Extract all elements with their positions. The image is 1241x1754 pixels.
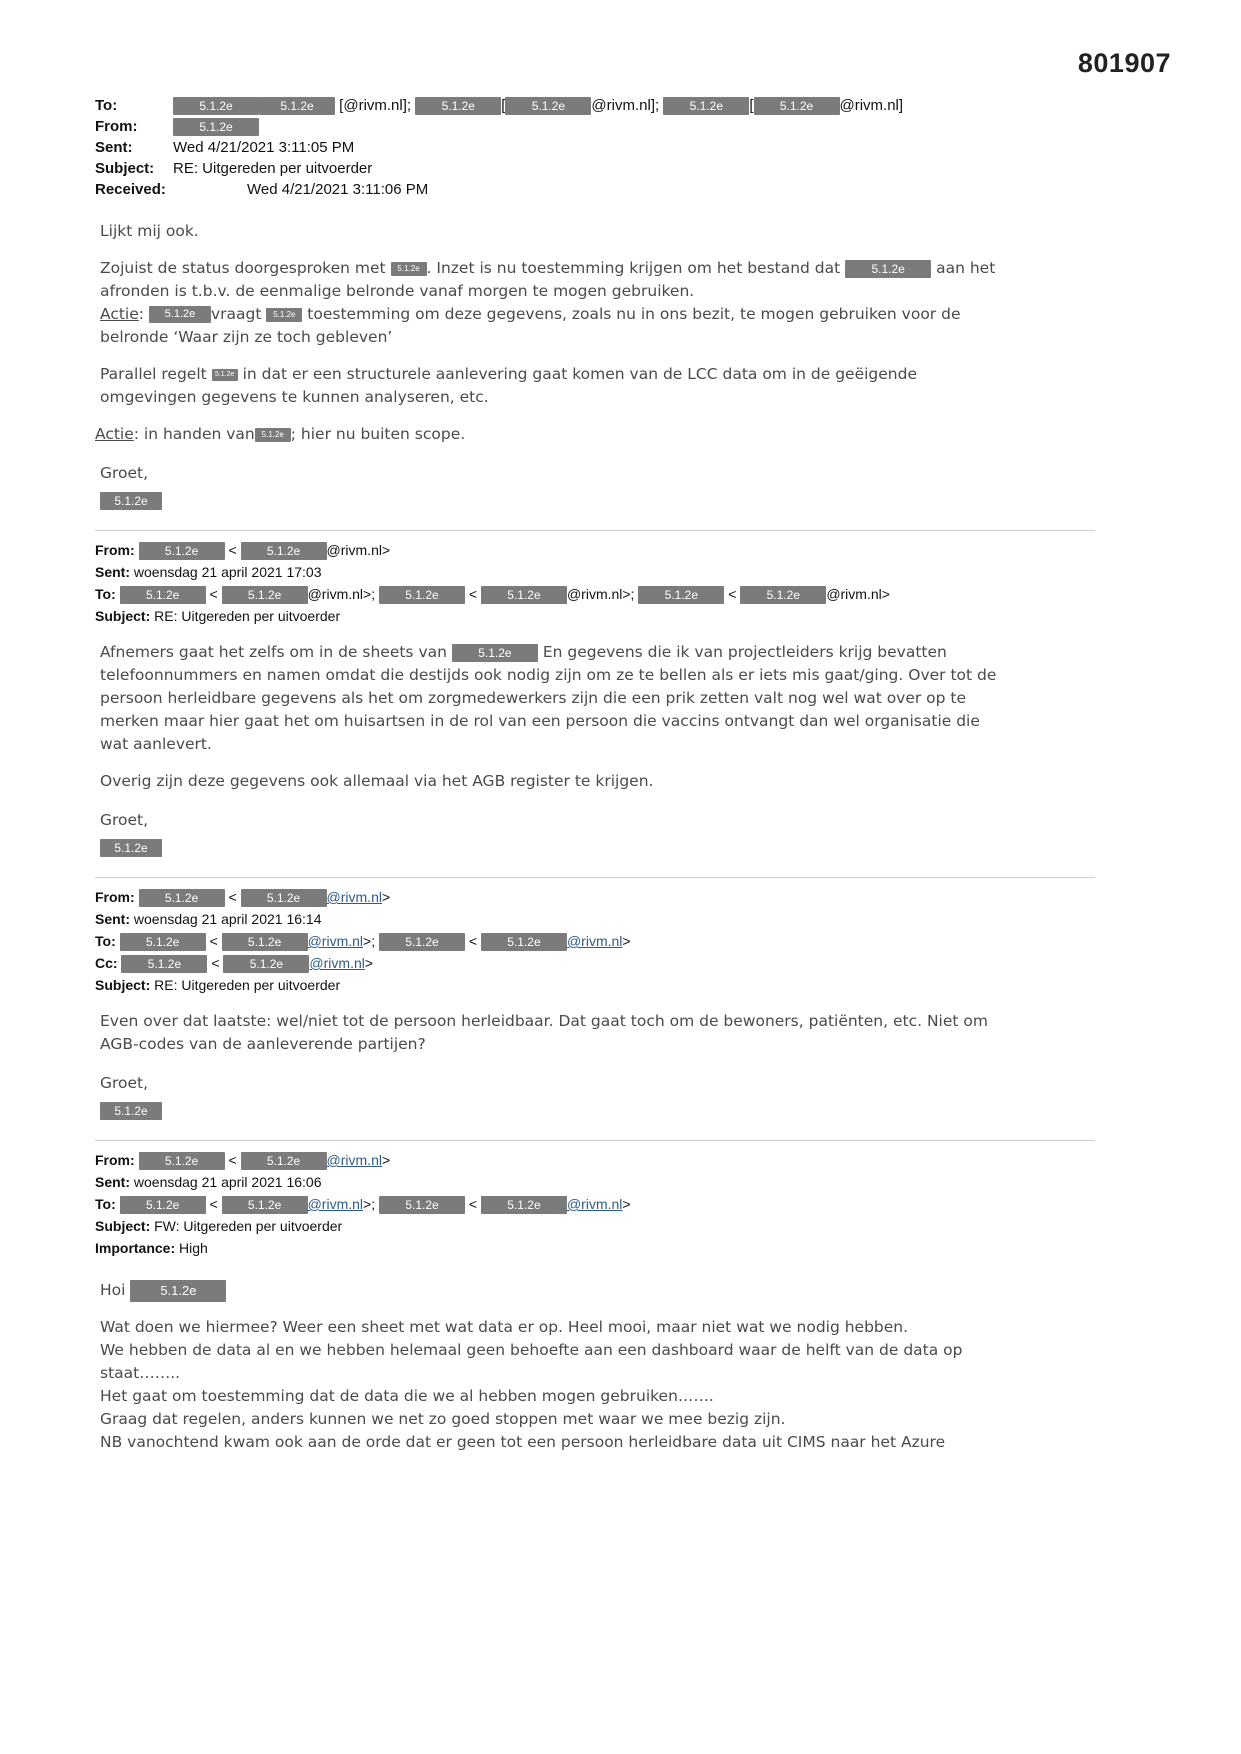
redaction-box: 5.1.2e — [139, 542, 225, 560]
redaction-box: 5.1.2e — [638, 586, 724, 604]
thread-divider — [95, 530, 1095, 531]
email-link[interactable]: @rivm.nl — [566, 933, 623, 949]
bracket-open: [ — [749, 97, 754, 114]
redaction-box: 5.1.2e — [139, 889, 225, 907]
quote-row-subject — [95, 1215, 1095, 1237]
redaction-box: 5.1.2e — [505, 97, 591, 115]
separator: < — [468, 586, 478, 602]
signature-redaction — [100, 1099, 1095, 1122]
email-link[interactable]: @rivm.nl — [566, 1196, 623, 1212]
separator: > — [381, 1152, 391, 1168]
email-link[interactable]: @rivm.nl — [309, 955, 365, 971]
separator: < — [228, 889, 237, 905]
redaction-box: 5.1.2e — [845, 260, 931, 278]
bracket-open: [ — [339, 97, 344, 114]
email-header — [95, 95, 1095, 200]
separator: < — [468, 1196, 478, 1212]
greeting: Groet, — [100, 811, 149, 829]
subject-label: Subject: — [95, 977, 151, 993]
header-row-from — [95, 116, 1095, 137]
text-run: staat…….. — [100, 1364, 181, 1382]
paragraph: Lijkt mij ook. — [100, 222, 199, 240]
separator: > — [364, 955, 374, 971]
quoted-header-2 — [95, 886, 1095, 996]
sent-value: woensdag 21 april 2021 16:06 — [133, 1174, 322, 1190]
redaction-box: 5.1.2e — [255, 428, 291, 442]
text-run: ; hier nu buiten scope. — [290, 425, 466, 443]
quote-row-to — [95, 583, 1095, 605]
page-number: 801907 — [1077, 48, 1171, 78]
thread-divider — [95, 877, 1095, 878]
to-label: To: — [95, 1196, 116, 1212]
text-run: En gegevens die ik van projectleiders krijg bevatten — [542, 643, 947, 661]
received-label: Received: — [95, 181, 166, 198]
paragraph — [95, 641, 1095, 756]
redaction-box: 5.1.2e — [259, 97, 335, 115]
greeting: Groet, — [100, 1074, 149, 1092]
subject-label: Subject: — [95, 1218, 151, 1234]
redaction-box: 5.1.2e — [241, 889, 327, 907]
redaction-box: 5.1.2e — [415, 97, 501, 115]
redaction-box: 5.1.2e — [663, 97, 749, 115]
redaction-box: 5.1.2e — [120, 933, 206, 951]
subject-value: FW: Uitgereden per uitvoerder — [154, 1218, 343, 1234]
text-run: Afnemers gaat het zelfs om in de sheets van — [100, 643, 447, 661]
text-run: Graag dat regelen, anders kunnen we net zo goed stoppen met waar we mee bezig zijn. — [100, 1410, 786, 1428]
redaction-box: 5.1.2e — [130, 1280, 226, 1302]
separator: < — [211, 955, 220, 971]
from-label: From: — [95, 1152, 135, 1168]
domain-text: @rivm.nl]; — [591, 97, 660, 114]
text-run: belronde ‘Waar zijn ze toch gebleven’ — [100, 328, 393, 346]
subject-label: Subject: — [95, 608, 151, 624]
separator: > — [381, 889, 391, 905]
thread-divider — [95, 1140, 1095, 1141]
message-body-4 — [95, 1279, 1095, 1454]
redaction-box: 5.1.2e — [481, 1196, 567, 1214]
sent-label: Sent: — [95, 564, 130, 580]
text-run: omgevingen gegevens te kunnen analyseren, etc. — [100, 388, 489, 406]
text-run: afronden is t.b.v. de eenmalige belronde vanaf morgen te mogen gebruiken. — [100, 282, 695, 300]
signature-block — [95, 809, 1095, 859]
to-label: To: — [95, 586, 116, 602]
text-run: merken maar hier gaat het om huisartsen in de rol van een persoon die vaccins ontvangt dan wel organisatie die — [100, 712, 980, 730]
subject-label: Subject: — [95, 160, 155, 177]
sent-value: woensdag 21 april 2021 17:03 — [133, 564, 322, 580]
sent-value: Wed 4/21/2021 3:11:05 PM — [173, 139, 355, 156]
signature-redaction — [100, 489, 1095, 512]
domain-text: @rivm.nl>; — [307, 586, 376, 602]
separator: < — [209, 586, 218, 602]
header-row-to — [95, 95, 1095, 116]
quote-row-cc — [95, 952, 1095, 974]
text-run: : in handen van — [133, 425, 255, 443]
domain-text: > — [363, 933, 372, 949]
signature-redaction — [100, 836, 1095, 859]
redaction-box: 5.1.2e — [481, 933, 567, 951]
text-run: toestemming om deze gegevens, zoals nu in ons bezit, te mogen gebruiken voor de — [307, 305, 961, 323]
redaction-box: 5.1.2e — [223, 955, 309, 973]
signature-block — [95, 462, 1095, 512]
paragraph — [95, 423, 1095, 446]
from-label: From: — [95, 542, 135, 558]
quote-row-sent — [95, 561, 1095, 583]
redaction-box: 5.1.2e — [754, 97, 840, 115]
subject-value: RE: Uitgereden per uitvoerder — [154, 977, 341, 993]
domain-text: @rivm.nl> — [826, 586, 890, 602]
text-run: Zojuist de status doorgesproken met — [100, 259, 386, 277]
header-row-received — [95, 179, 1095, 200]
separator: > — [622, 933, 631, 949]
text-run: wat aanlevert. — [100, 735, 212, 753]
importance-value: High — [179, 1240, 208, 1256]
header-row-sent — [95, 137, 1095, 158]
sent-label: Sent: — [95, 139, 133, 156]
text-run: We hebben de data al en we hebben helemaal geen behoefte aan een dashboard waar de helft van de data op — [100, 1341, 963, 1359]
signature-block — [95, 1072, 1095, 1122]
paragraph — [95, 1316, 1095, 1454]
domain-text: @rivm.nl> — [326, 542, 391, 558]
redaction-box: 5.1.2e — [212, 369, 238, 381]
sent-label: Sent: — [95, 1174, 130, 1190]
quote-row-sent — [95, 908, 1095, 930]
text-run: AGB-codes van de aanleverende partijen? — [100, 1035, 426, 1053]
from-value — [173, 116, 259, 137]
text-run: . Inzet is nu toestemming krijgen om het bestand dat — [426, 259, 841, 277]
bracket-open: [ — [501, 97, 506, 114]
quote-row-to: To: 5.1.2e < 5.1.2e @rivm.nl>; 5.1.2e < 5.1.2e @rivm.nl> — [95, 1196, 631, 1213]
redaction-box: 5.1.2e — [100, 492, 162, 510]
redaction-box: 5.1.2e — [452, 644, 538, 662]
quote-row-importance — [95, 1237, 1095, 1259]
redaction-box: 5.1.2e — [173, 118, 259, 136]
redaction-box: 5.1.2e — [100, 1102, 162, 1120]
redaction-box: 5.1.2e — [266, 308, 302, 322]
quote-row-to: To: 5.1.2e < 5.1.2e @rivm.nl>; 5.1.2e < 5.1.2e @rivm.nl> — [95, 933, 631, 950]
message-body-1 — [95, 220, 1095, 512]
message-body-2 — [95, 641, 1095, 859]
action-label: Actie — [100, 305, 139, 323]
redaction-box: 5.1.2e — [379, 1196, 465, 1214]
action-label: Actie — [95, 425, 134, 443]
subject-value: RE: Uitgereden per uitvoerder — [173, 160, 373, 177]
quote-row-subject — [95, 605, 1095, 627]
text-run: aan het — [936, 259, 996, 277]
redaction-box: 5.1.2e — [391, 262, 427, 276]
email-link[interactable]: @rivm.nl — [307, 1196, 364, 1212]
domain-text: @rivm.nl]; — [343, 97, 412, 114]
text-run: telefoonnummers en namen omdat die destijds ook nodig zijn om ze te bellen als er iets mis gaat/ging. Over tot de — [100, 666, 997, 684]
text-run: Wat doen we hiermee? Weer een sheet met wat data er op. Heel mooi, maar niet wat we nodig hebben. — [100, 1318, 909, 1336]
email-link[interactable]: @rivm.nl — [326, 1152, 382, 1168]
salutation-text: Hoi — [100, 1281, 126, 1299]
subject-value: RE: Uitgereden per uitvoerder — [154, 608, 341, 624]
redaction-box: 5.1.2e — [222, 933, 308, 951]
cc-label: Cc: — [95, 955, 118, 971]
email-thread — [95, 95, 1095, 1454]
text-run: Parallel regelt — [100, 365, 207, 383]
redaction-box: 5.1.2e — [740, 586, 826, 604]
greeting: Groet, — [100, 464, 149, 482]
separator: < — [228, 1152, 237, 1168]
to-value — [173, 95, 903, 116]
email-link[interactable]: @rivm.nl — [326, 889, 382, 905]
redaction-box: 5.1.2e — [120, 586, 206, 604]
header-row-subject — [95, 158, 1095, 179]
redaction-box: 5.1.2e — [120, 1196, 206, 1214]
quote-row-subject — [95, 974, 1095, 996]
redaction-box: 5.1.2e — [121, 955, 207, 973]
separator: < — [228, 542, 237, 558]
quote-row-sent — [95, 1171, 1095, 1193]
quoted-header-3 — [95, 1149, 1095, 1259]
quote-row-from — [95, 539, 1095, 561]
message-body-3 — [95, 1010, 1095, 1122]
quote-row-from — [95, 886, 1095, 908]
separator: < — [209, 933, 218, 949]
redaction-box: 5.1.2e — [100, 839, 162, 857]
to-label: To: — [95, 97, 118, 114]
redaction-box: 5.1.2e — [222, 1196, 308, 1214]
redaction-box: 5.1.2e — [241, 542, 327, 560]
sent-label: Sent: — [95, 911, 130, 927]
quote-row-from — [95, 1149, 1095, 1171]
redaction-box: 5.1.2e — [173, 97, 259, 115]
separator: > — [622, 1196, 631, 1212]
redaction-box: 5.1.2e — [222, 586, 308, 604]
text-run: vraagt — [210, 305, 262, 323]
text-run: NB vanochtend kwam ook aan de orde dat er geen tot een persoon herleidbare data uit CIMS naar het Azure — [100, 1433, 946, 1451]
to-label: To: — [95, 933, 116, 949]
received-value: Wed 4/21/2021 3:11:06 PM — [247, 181, 429, 198]
paragraph: Overig zijn deze gegevens ook allemaal via het AGB register te krijgen. — [100, 772, 654, 790]
paragraph — [95, 1010, 1095, 1056]
text-run: persoon herleidbare gegevens als het om zorgmedewerkers zijn die een prik zetten valt nog wel wat over op te — [100, 689, 967, 707]
redaction-box: 5.1.2e — [149, 306, 211, 323]
from-label: From: — [95, 889, 135, 905]
from-label: From: — [95, 118, 138, 135]
sent-value: woensdag 21 april 2021 16:14 — [133, 911, 322, 927]
domain-text: @rivm.nl>; — [566, 586, 635, 602]
email-link[interactable]: @rivm.nl — [307, 933, 364, 949]
separator: < — [468, 933, 478, 949]
separator: < — [209, 1196, 218, 1212]
text-run: : — [138, 305, 145, 323]
text-run: Het gaat om toestemming dat de data die we al hebben mogen gebruiken……. — [100, 1387, 714, 1405]
paragraph — [95, 363, 1095, 409]
text-run: Even over dat laatste: wel/niet tot de persoon herleidbaar. Dat gaat toch om de bewoners, patiënten, etc. Niet om — [100, 1012, 988, 1030]
text-run: in dat er een structurele aanlevering gaat komen van de LCC data om in de geëigende — [242, 365, 917, 383]
redaction-box: 5.1.2e — [241, 1152, 327, 1170]
domain-text: @rivm.nl] — [839, 97, 904, 114]
redaction-box: 5.1.2e — [379, 933, 465, 951]
redaction-box: 5.1.2e — [139, 1152, 225, 1170]
quoted-header-1 — [95, 539, 1095, 627]
redaction-box: 5.1.2e — [379, 586, 465, 604]
paragraph — [95, 257, 1095, 349]
domain-text: > — [363, 1196, 372, 1212]
importance-label: Importance: — [95, 1240, 176, 1256]
separator: < — [728, 586, 737, 602]
redaction-box: 5.1.2e — [481, 586, 567, 604]
salutation-line — [95, 1279, 1095, 1302]
